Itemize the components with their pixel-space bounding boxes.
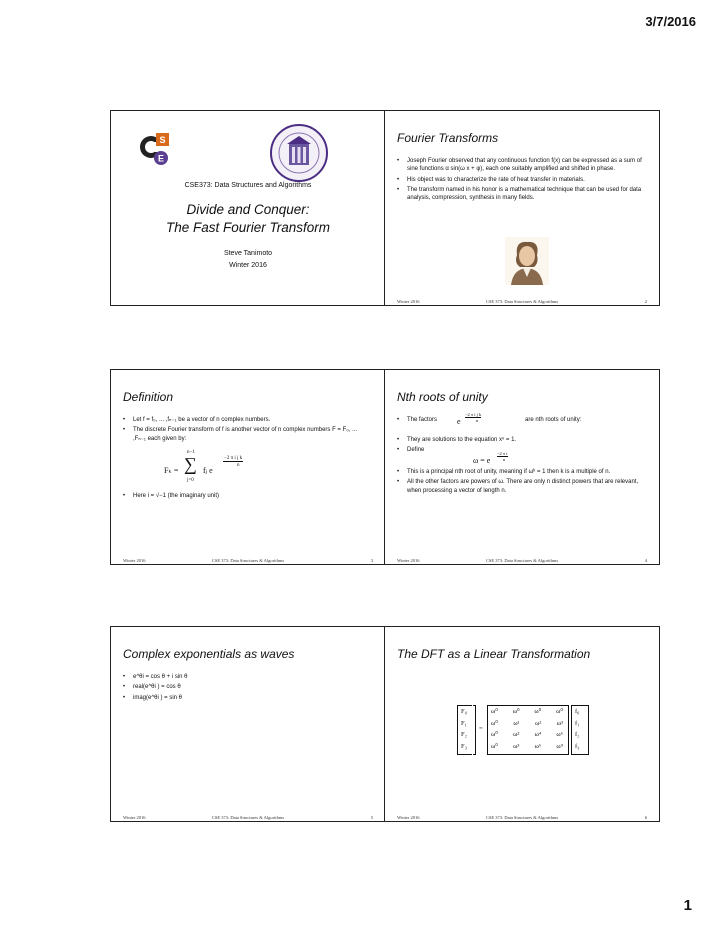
omega-matrix: ω⁰ ω⁰ ω⁰ ω⁰ ω⁰ ω¹ ω² ω³ ω⁰ ω² ω⁴ ω⁶ ω⁰ ω³ ω⁶ ω⁹ xyxy=(491,708,563,750)
slide-title: The DFT as a Linear Transformation xyxy=(397,647,591,661)
university-seal-icon xyxy=(269,123,329,183)
slide-nth-roots: Nth roots of unity • The factors e −2 π i j k n are nth roots of unity: • They are solutions to the equation xⁿ = 1. • Define ω = e −2 π i n • This is a principal nth root of unity, meaning if ωᵏ = 1 then k is a multiple of n. • All the other factors are powers of ω. There are only n distinct powers that are relevant, when processing a vector of length n. Winter 2016 CSE 373: Data Structures & Algorithms 4 xyxy=(384,369,660,565)
bullet-item: • Let f = f₀, ... ,fₙ₋₁ be a vector of n complex numbers. xyxy=(123,416,371,424)
omega-definition: ω = e −2 π i n xyxy=(473,451,508,465)
slide-title: Complex exponentials as waves xyxy=(123,647,295,661)
fourier-portrait-image xyxy=(505,237,549,285)
title-line-2: The Fast Fourier Transform xyxy=(165,220,331,235)
dft-formula: Fₖ = n−1 ∑ j=0 fⱼ e −2 π i j k n xyxy=(164,450,243,483)
author-name: Steve Tanimoto xyxy=(223,250,273,257)
svg-text:E: E xyxy=(157,153,165,164)
slide-dft-linear-transformation: The DFT as a Linear Transformation F₀ F₁ F₂ F₃ = ω⁰ ω⁰ ω⁰ ω⁰ ω⁰ ω¹ ω² ω³ ω⁰ ω² ω⁴ ω⁶ ω⁰ ω³ ω⁶ ω⁹ f₀ f₁ f₂ f₃ Winter 2016 CSE 373: Data Structures & Algorithms 6 xyxy=(384,626,660,822)
bullet-factors: • The factors e −2 π i j k n are nth roots of unity: xyxy=(397,412,582,426)
slide-main-title xyxy=(111,201,385,237)
bullet-item: • Here i = √−1 (the imaginary unit) xyxy=(123,492,371,500)
author-block xyxy=(111,248,385,272)
bullet-item: • His object was to characterize the rate of heat transfer in materials. xyxy=(397,176,645,184)
bullet-item: • The discrete Fourier transform of f is another vector of n complex numbers F = F₀, ... ,Fₙ₋₁ each given by: xyxy=(123,426,371,443)
rhs-vector: f₀ f₁ f₂ f₃ xyxy=(575,708,580,750)
slide-number: 6 xyxy=(644,815,647,820)
bullet-item: • real(e^θi ) = cos θ xyxy=(123,683,371,691)
svg-text:S: S xyxy=(159,135,166,145)
bullet-item: • This is a principal nth root of unity, meaning if ωᵏ = 1 then k is a multiple of n. xyxy=(397,468,645,476)
slide-number: 4 xyxy=(644,558,647,563)
bullet-item: • Joseph Fourier observed that any continuous function f(x) can be expressed as a sum of sine functions α sin(ω x + φ), each one suitably amplified and shifted in phase. xyxy=(397,157,645,174)
title-line-1: Divide and Conquer: xyxy=(186,202,310,217)
slide-title: Definition xyxy=(123,390,174,404)
slide-title: Nth roots of unity xyxy=(397,390,488,404)
slide-number: 5 xyxy=(370,815,373,820)
bullet-item: • They are solutions to the equation xⁿ = 1. xyxy=(397,436,645,444)
dft-matrix: F₀ F₁ F₂ F₃ = ω⁰ ω⁰ ω⁰ ω⁰ ω⁰ ω¹ ω² ω³ ω⁰ ω² ω⁴ ω⁶ ω⁰ ω³ ω⁶ ω⁹ f₀ f₁ f₂ f₃ xyxy=(457,705,589,755)
bullet-item: • The transform named in his honor is a mathematical technique that can be used for data analysis, compression, synthesis in many fields. xyxy=(397,186,645,203)
cse-logo-icon xyxy=(139,131,171,167)
bullet-list xyxy=(123,416,371,445)
slide-fourier-transforms: Fourier Transforms • Joseph Fourier observed that any continuous function f(x) can be expressed as a sum of sine functions α sin(ω x + φ), each one suitably amplified and shifted in phase. • His object was to characterize the rate of heat transfer in materials. • The transform named in his honor is a mathematical technique that can be used for data analysis, compression, synthesis in many fields. Winter 2016 CSE 373: Data Structures & Algorithms 2 xyxy=(384,110,660,306)
page-number: 1 xyxy=(683,897,692,914)
slide-definition: Definition • Let f = f₀, ... ,fₙ₋₁ be a vector of n complex numbers. • The discrete Fourier transform of f is another vector of n complex numbers F = F₀, ... ,Fₙ₋₁ each given by: Fₖ = n−1 ∑ j=0 fⱼ e −2 π i j k n • Here i = √−1 (the imaginary unit) Winter 2016 CSE 373: Data Structures & Algorithms 3 xyxy=(110,369,386,565)
bullet-item: • Define xyxy=(397,446,645,454)
author-term: Winter 2016 xyxy=(229,262,267,269)
slide-number: 2 xyxy=(644,299,647,304)
slide-number: 3 xyxy=(370,558,373,563)
slide-title: Fourier Transforms xyxy=(397,131,499,145)
course-name: CSE373: Data Structures and Algorithms xyxy=(184,182,312,189)
bullet-item: • All the other factors are powers of ω. There are only n distinct powers that are relevant, when processing a vector of length n. xyxy=(397,478,645,495)
bullet-list xyxy=(123,492,371,502)
bullet-list xyxy=(123,673,371,704)
lhs-vector: F₀ F₁ F₂ F₃ xyxy=(461,708,467,750)
bullet-item: • imag(e^θi ) = sin θ xyxy=(123,694,371,702)
bullet-item: • e^θi = cos θ + i sin θ xyxy=(123,673,371,681)
bullet-list xyxy=(397,157,645,204)
header-date: 3/7/2016 xyxy=(645,14,696,29)
slide-title xyxy=(110,110,386,306)
slide-complex-exponentials: Complex exponentials as waves • e^θi = cos θ + i sin θ • real(e^θi ) = cos θ • imag(e^θi ) = sin θ Winter 2016 CSE 373: Data Structures & Algorithms 5 xyxy=(110,626,386,822)
bullet-list xyxy=(397,468,645,497)
